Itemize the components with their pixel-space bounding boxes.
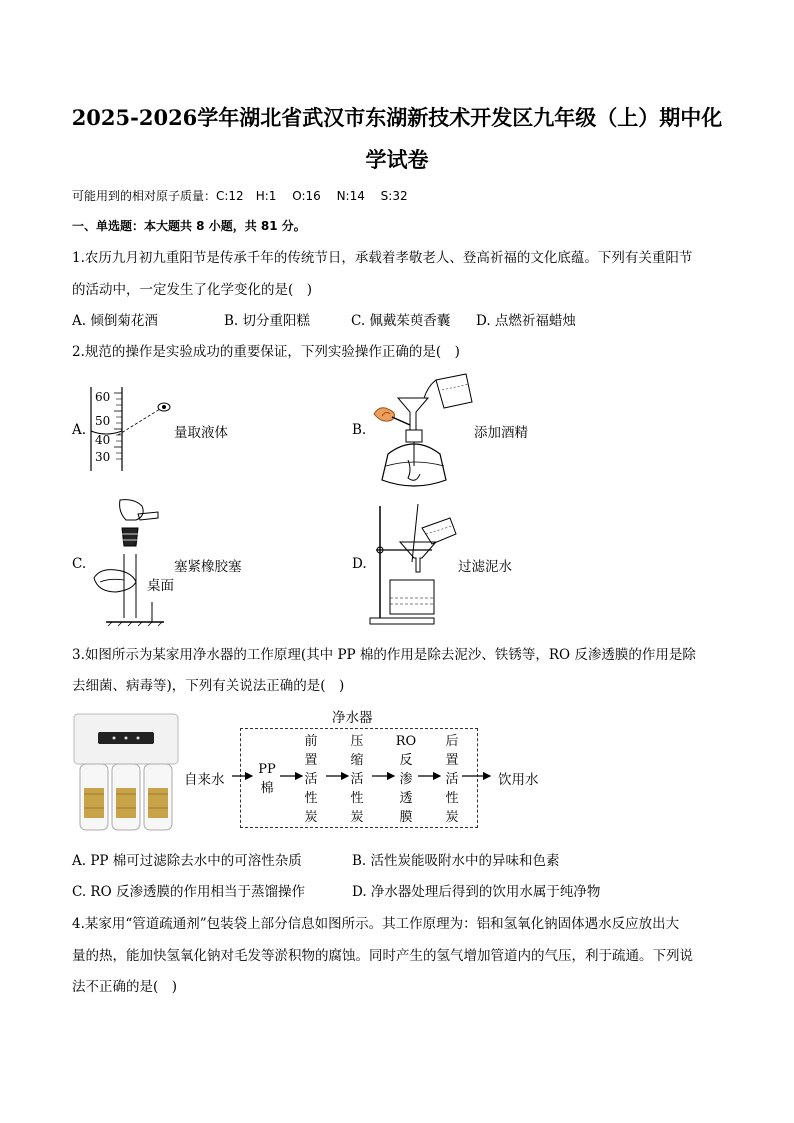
stage-comp-line5: 炭 [350, 810, 364, 825]
q1-option-d[interactable]: D. 点燃祈福蜡烛 [476, 313, 576, 329]
q1-option-a[interactable]: A. 倾倒菊花酒 [72, 313, 158, 329]
purifier-box-title: 净水器 [332, 710, 373, 726]
filtration-figure [366, 500, 462, 628]
stage-post-line5: 炭 [445, 810, 459, 825]
q4-stem-line1: 4.某家用“管道疏通剂”包装袋上部分信息如图所示。其工作原理为：铝和氢氧化钠固体遇水反应放出大 [72, 916, 680, 932]
section-heading: 一、单选题：本大题共 8 小题，共 81 分。 [72, 219, 306, 233]
q4-stem-line3: 法不正确的是( ) [72, 979, 178, 995]
q1-option-c[interactable]: C. 佩戴茱萸香囊 [351, 313, 451, 329]
tick-label-60: 60 [95, 390, 111, 404]
q1-options [72, 311, 576, 331]
stage-ro-line2: 反 [399, 753, 413, 768]
q3-options-row2 [72, 882, 600, 902]
stage-post-line3: 活 [445, 772, 459, 787]
stage-pre-line1: 前 [304, 734, 318, 749]
desk-label: 桌面 [147, 578, 174, 594]
q2-option-c-label: 塞紧橡胶塞 [174, 559, 242, 575]
stage-ro-line1: RO [395, 734, 417, 749]
q2-option-c-letter[interactable]: C. [72, 556, 87, 572]
stage-post-carbon [443, 732, 461, 827]
q3-option-b[interactable]: B. 活性炭能吸附水中的异味和色素 [352, 853, 560, 869]
q2-option-b-letter[interactable]: B. [352, 422, 367, 438]
exam-title-line1: 2025-2026学年湖北省武汉市东湖新技术开发区九年级（上）期中化 [71, 105, 723, 130]
stage-ro-line5: 膜 [399, 810, 413, 825]
q3-options-row1 [72, 851, 560, 871]
flow-input-label: 自来水 [184, 772, 225, 788]
stage-comp-line3: 活 [350, 772, 364, 787]
stage-ro-line4: 透 [399, 791, 413, 806]
q3-option-d[interactable]: D. 净水器处理后得到的饮用水属于纯净物 [352, 884, 601, 900]
atomic-masses: 可能用到的相对原子质量：C:12 H:1 O:16 N:14 S:32 [72, 189, 408, 203]
stage-comp-line2: 缩 [350, 753, 364, 768]
q3-stem-line1: 3.如图所示为某家用净水器的工作原理(其中 PP 棉的作用是除去泥沙、铁锈等，RO 反渗透膜的作用是除 [72, 647, 696, 663]
tick-label-30: 30 [95, 450, 111, 464]
q3-option-a[interactable]: A. PP 棉可过滤除去水中的可溶性杂质 [72, 853, 302, 869]
flow-output-label: 饮用水 [498, 772, 539, 788]
q2-option-a-label: 量取液体 [174, 425, 228, 441]
q1-stem-line1: 1.农历九月初九重阳节是传承千年的传统节日，承载着孝敬老人、登高祈福的文化底蕴。下列有关重阳节 [72, 250, 693, 266]
q1-option-b[interactable]: B. 切分重阳糕 [224, 313, 311, 329]
q2-option-d-label: 过滤泥水 [458, 559, 512, 575]
q2-option-b-label: 添加酒精 [474, 425, 528, 441]
q4-stem-line2: 量的热，能加快氢氧化钠对毛发等淤积物的腐蚀。同时产生的氢气增加管道内的气压，利于疏通。下列说 [72, 948, 693, 964]
q3-stem-line2: 去细菌、病毒等)，下列有关说法正确的是( ) [72, 678, 345, 694]
stage-pre-carbon [302, 732, 320, 827]
stage-compressed-carbon [348, 732, 366, 827]
stage-ro-membrane [393, 732, 419, 827]
water-purifier-photo [72, 712, 182, 836]
stage-post-line1: 后 [445, 734, 459, 749]
stage-pre-line4: 性 [304, 791, 318, 806]
alcohol-lamp-figure [368, 370, 478, 492]
stage-post-line2: 置 [445, 753, 459, 768]
q2-option-a-letter[interactable]: A. [72, 422, 87, 438]
tick-label-40: 40 [95, 433, 111, 447]
exam-title-line2: 学试卷 [365, 147, 429, 172]
tick-label-50: 50 [95, 414, 111, 428]
q3-option-c[interactable]: C. RO 反渗透膜的作用相当于蒸馏操作 [72, 884, 305, 900]
stage-pp-line2: 棉 [260, 781, 274, 796]
q2-stem: 2.规范的操作是实验成功的重要保证，下列实验操作正确的是( ) [72, 344, 460, 360]
q1-stem-line2: 的活动中，一定发生了化学变化的是( ) [72, 282, 313, 298]
stage-pp-line1: PP [258, 762, 276, 777]
stage-comp-line1: 压 [350, 734, 364, 749]
stage-pp-cotton [258, 760, 276, 798]
stage-pre-line2: 置 [304, 753, 318, 768]
stage-pre-line3: 活 [304, 772, 318, 787]
stage-comp-line4: 性 [350, 791, 364, 806]
stage-pre-line5: 炭 [304, 810, 318, 825]
q2-option-d-letter[interactable]: D. [352, 556, 367, 572]
test-tube-stopper-figure [86, 498, 166, 628]
stage-post-line4: 性 [445, 791, 459, 806]
stage-ro-line3: 渗 [399, 772, 413, 787]
